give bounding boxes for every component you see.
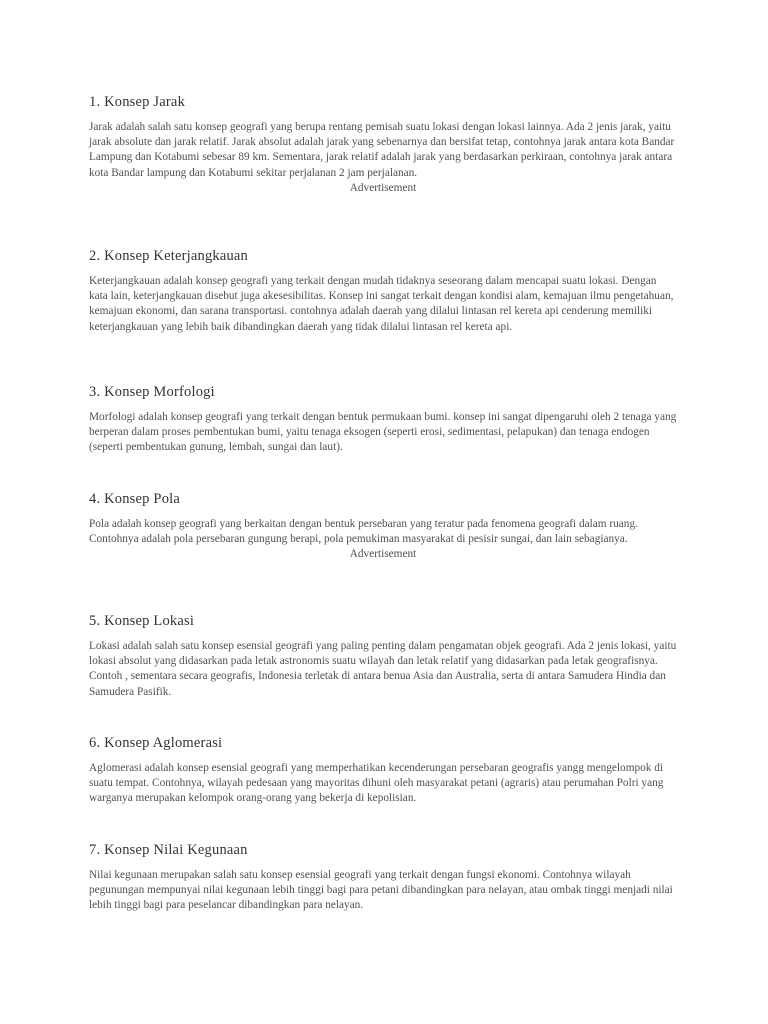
section-body: Nilai kegunaan merupakan salah satu konsep esensial geografi yang terkait dengan fungsi ekonomi. Contohnya wilayah pegunungan mempunyai nilai kegunaan lebih tinggi bagi para petani dibandingkan para nelayan, atau ombak tinggi menjadi nilai lebih tinggi bagi para peselancar dibandingkan para nelayan. <box>89 869 673 912</box>
section-body: Morfologi adalah konsep geografi yang terkait dengan bentuk permukaan bumi. konsep ini sangat dipengaruhi oleh 2 tenaga yang berperan dalam proses pembentukan bumi, yaitu tenaga eksogen (seperti erosi, sedimentasi, pelapukan) dan tenaga endogen (seperti pembentukan gunung, lembah, sungai dan laut). <box>89 411 677 454</box>
section-heading: 7. Konsep Nilai Kegunaan <box>89 842 248 858</box>
section-heading: 5. Konsep Lokasi <box>89 613 195 629</box>
section-konsep-keterjangkauan <box>89 247 677 335</box>
section-konsep-pola <box>89 490 677 561</box>
advertisement-label: Advertisement <box>349 548 417 561</box>
section-body: Lokasi adalah salah satu konsep esensial geografi yang paling penting dalam pengamatan objek geografi. Ada 2 jenis lokasi, yaitu lokasi absolut yang didasarkan pada letak astronomis suatu wilayah dan letak relatif yang didasarkan pada letak geografisnya. Contoh , sementara secara geografis, Indonesia terletak di antara benua Asia dan Australia, serta di antara Samudera Hindia dan Samudera Pasifik. <box>89 640 677 698</box>
section-heading: 3. Konsep Morfologi <box>89 384 215 400</box>
document-page <box>89 93 677 912</box>
advertisement-label: Advertisement <box>349 181 417 194</box>
section-heading: 4. Konsep Pola <box>89 491 181 507</box>
section-body: Keterjangkauan adalah konsep geografi yang terkait dengan mudah tidaknya seseorang dalam mencapai suatu lokasi. Dengan kata lain, keterjangkauan disebut juga akesesibilitas. Konsep ini sangat terkait dengan kondisi alam, kemajuan ilmu pengetahuan, kemajuan ekonomi, dan sarana transportasi. contohnya adalah daerah yang dilalui lintasan rel kereta api cenderung memiliki keterjangkauan yang lebih baik dibandingkan daerah yang tidak dilalui lintasan rel kereta api. <box>89 275 674 333</box>
section-konsep-morfologi <box>89 383 677 456</box>
section-konsep-jarak <box>89 93 677 195</box>
section-body: Aglomerasi adalah konsep esensial geografi yang memperhatikan kecenderungan persebaran geografis yangg mengelompok di suatu tempat. Contohnya, wilayah pedesaan yang mayoritas dihuni oleh masyarakat petani (agraris) atau perumahan Polri yang warganya merupakan kelompok orang-orang yang bekerja di kepolisian. <box>89 762 664 805</box>
section-konsep-aglomerasi <box>89 734 677 807</box>
section-heading: 6. Konsep Aglomerasi <box>89 735 223 751</box>
section-heading: 1. Konsep Jarak <box>89 94 186 110</box>
section-heading: 2. Konsep Keterjangkauan <box>89 248 249 264</box>
section-body: Pola adalah konsep geografi yang berkaitan dengan bentuk persebaran yang teratur pada fenomena geografi dalam ruang. Contohnya adalah pola persebaran gungung berapi, pola pemukiman masyarakat di pesisir sungai, dan lain sebagianya. <box>89 518 638 546</box>
section-konsep-lokasi <box>89 612 677 700</box>
section-konsep-nilai-kegunaan <box>89 841 677 914</box>
section-body: Jarak adalah salah satu konsep geografi yang berupa rentang pemisah suatu lokasi dengan lokasi lainnya. Ada 2 jenis jarak, yaitu jarak absolute dan jarak relatif. Jarak absolut adalah jarak yang sebenarnya dan bersifat tetap, contohnya jarak antara kota Bandar Lampung dan Kotabumi sebesar 89 km. Sementara, jarak relatif adalah jarak yang berdasarkan perkiraan, contohnya jarak antara kota Bandar lampung dan Kotabumi sekitar perjalanan 2 jam perjalanan. <box>89 121 675 179</box>
